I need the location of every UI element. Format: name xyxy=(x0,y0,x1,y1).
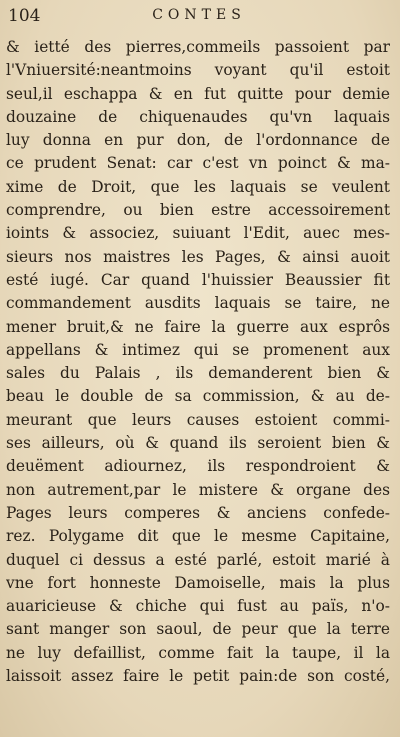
text-line: laissoit assez faire le petit pain:de son costé, xyxy=(6,667,390,686)
text-line: luy donna en pur don, de l'ordonnance de xyxy=(6,131,390,150)
page-header xyxy=(8,6,390,32)
text-line: comprendre, ou bien estre accessoirement xyxy=(6,201,390,220)
text-line: deuëment adiournez, ils respondroient & xyxy=(6,457,390,476)
text-line: ne luy defaillist, comme fait la taupe, il la xyxy=(6,643,390,662)
text-line: xime de Droit, que les laquais se veulent xyxy=(6,177,390,196)
text-line: non autrement,par le mistere & organe des xyxy=(6,480,390,499)
body-text xyxy=(6,36,390,688)
text-line: sant manger son saoul, de peur que la terre xyxy=(6,620,390,639)
text-line: ioints & associez, suiuant l'Edit, auec mes- xyxy=(6,224,390,243)
text-line: auaricieuse & chiche qui fust au païs, n'o- xyxy=(6,597,390,616)
text-line: ses ailleurs, où & quand ils seroient bien & xyxy=(6,434,390,453)
text-line: vne fort honneste Damoiselle, mais la plus xyxy=(6,573,390,592)
text-line: commandement ausdits laquais se taire, ne xyxy=(6,294,390,313)
text-line: esté iugé. Car quand l'huissier Beaussier fit xyxy=(6,270,390,289)
text-line: appellans & intimez qui se promenent aux xyxy=(6,340,390,359)
text-line: & ietté des pierres,commeils passoient par xyxy=(6,38,390,56)
running-head: CONTES xyxy=(152,7,246,23)
text-line: sales du Palais , ils demanderent bien & xyxy=(6,364,390,383)
text-line: l'Vniuersité:neantmoins voyant qu'il estoit xyxy=(6,61,390,80)
text-line: mener bruit,& ne faire la guerre aux esprôs xyxy=(6,317,390,336)
text-line: seul,il eschappa & en fut quitte pour demie xyxy=(6,84,390,103)
text-line: sieurs nos maistres les Pages, & ainsi auoit xyxy=(6,247,390,266)
text-line: douzaine de chiquenaudes qu'vn laquais xyxy=(6,107,390,126)
page-number: 104 xyxy=(8,6,41,26)
text-line: ce prudent Senat: car c'est vn poinct & ma- xyxy=(6,154,390,173)
text-line: meurant que leurs causes estoient commi- xyxy=(6,410,390,429)
text-line: duquel ci dessus a esté parlé, estoit marié à xyxy=(6,550,390,569)
text-line: Pages leurs comperes & anciens confede- xyxy=(6,503,390,522)
text-line: beau le double de sa commission, & au de- xyxy=(6,387,390,406)
text-line: rez. Polygame dit que le mesme Capitaine, xyxy=(6,527,390,546)
